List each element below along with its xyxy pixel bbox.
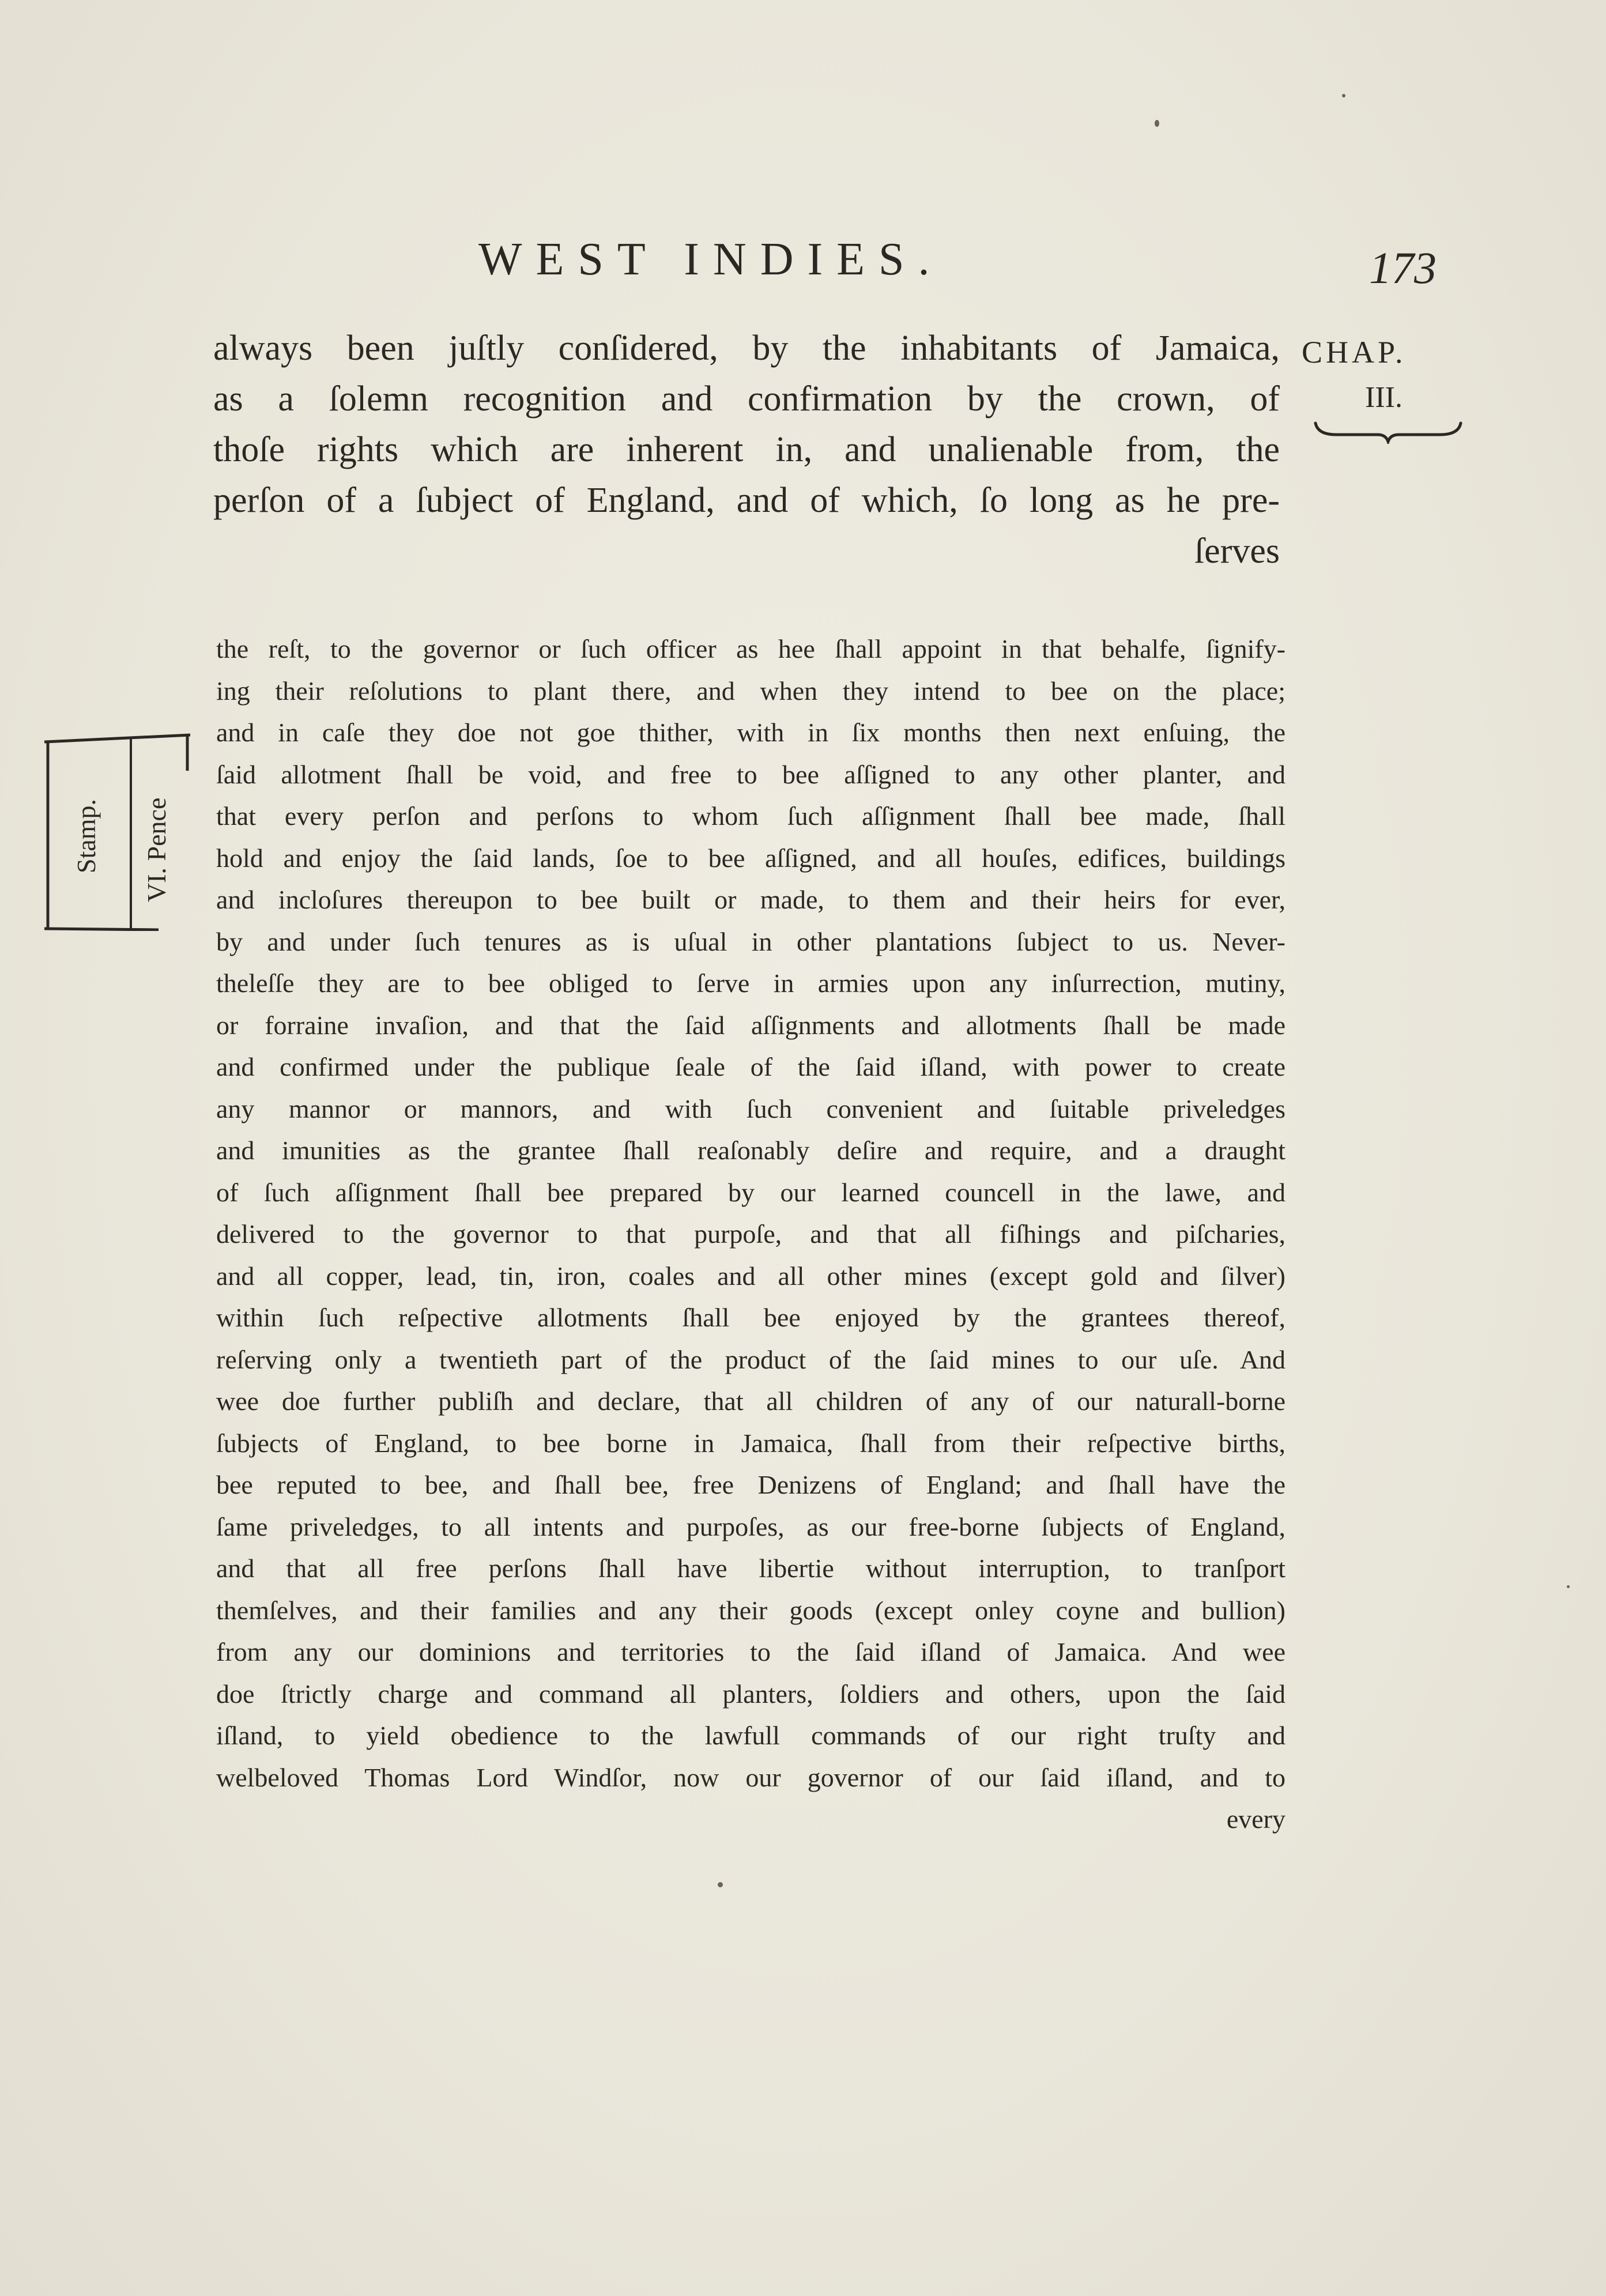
main-text [213,323,1280,576]
charter-line: reſerving only a twentieth part of the product of the ſaid mines to our uſe. And [216,1344,1285,1374]
charter-line: within ſuch reſpective allotments ſhall bee enjoyed by the grantees thereof, [216,1303,1285,1332]
main-text-catchword: ſerves [1194,531,1280,571]
charter-line: from any our dominions and territories to the ſaid iſland of Jamaica. And wee [216,1637,1285,1667]
charter-line: of ſuch aſſignment ſhall bee prepared by our learned councell in the lawe, and [216,1177,1285,1207]
charter-line: by and under ſuch tenures as is uſual in other plantations ſubject to us. Never- [216,926,1285,956]
charter-line: ſame priveledges, to all intents and purpoſes, as our free-borne ſubjects of England, [216,1511,1285,1541]
chapter-number: III. [1365,381,1403,414]
main-text-line: as a ſolemn recognition and confirmation by the crown, of [213,379,1280,419]
charter-line: or forraine invaſion, and that the ſaid aſſignments and allotments ſhall be made [216,1010,1285,1040]
paper-speck [718,1882,723,1887]
charter-line: doe ſtrictly charge and command all planters, ſoldiers and others, upon the ſaid [216,1679,1285,1709]
paper-speck [1155,120,1159,127]
charter-text [216,628,1285,1841]
chapter-brace [1313,421,1463,444]
charter-line: and incloſures thereupon to bee built or made, to them and their heirs for ever, [216,885,1285,914]
stamp-value: VI. Pence [142,797,171,902]
charter-line: and confirmed under the publique ſeale of the ſaid iſland, with power to create [216,1052,1285,1081]
charter-line: that every perſon and perſons to whom ſuch aſſignment ſhall bee made, ſhall [216,801,1285,831]
charter-line: wee doe further publiſh and declare, that all children of any of our naturall-borne [216,1386,1285,1416]
paper-speck [1567,1585,1570,1588]
running-title: WEST INDIES. [478,234,944,285]
charter-catchword: every [1226,1804,1285,1834]
charter-line: delivered to the governor to that purpoſe, and that all fiſhings and piſcharies, [216,1219,1285,1249]
paper-speck [1342,94,1345,97]
main-text-line: thoſe rights which are inherent in, and unalienable from, the [213,430,1280,469]
charter-line: and imunities as the grantee ſhall reaſonably deſire and require, and a draught [216,1136,1285,1165]
charter-line: bee reputed to bee, and ſhall bee, free Denizens of England; and ſhall have the [216,1470,1285,1499]
charter-line: hold and enjoy the ſaid lands, ſoe to bee aſſigned, and all houſes, edifices, buildings [216,843,1285,873]
charter-line: ſubjects of England, to bee borne in Jamaica, ſhall from their reſpective births, [216,1428,1285,1458]
charter-line: ſaid allotment ſhall be void, and free to bee aſſigned to any other planter, and [216,759,1285,789]
charter-line: any mannor or mannors, and with ſuch convenient and ſuitable priveledges [216,1094,1285,1124]
page-number: 173 [1369,243,1437,293]
charter-line: and that all free perſons ſhall have libertie without interruption, to tranſport [216,1554,1285,1583]
charter-line: and in caſe they doe not goe thither, with in ſix months then next enſuing, the [216,718,1285,747]
main-text-line: perſon of a ſubject of England, and of which, ſo long as he pre- [213,481,1280,520]
charter-line: and all copper, lead, tin, iron, coales and all other mines (except gold and ſilver) [216,1261,1285,1291]
charter-line: iſland, to yield obedience to the lawfull commands of our right truſty and [216,1721,1285,1750]
main-text-line: always been juſtly conſidered, by the inhabitants of Jamaica, [213,329,1280,368]
charter-line: theleſſe they are to bee obliged to ſerve in armies upon any inſurrection, mutiny, [216,968,1285,998]
charter-line: themſelves, and their families and any their goods (except onley coyne and bullion) [216,1595,1285,1625]
charter-line: welbeloved Thomas Lord Windſor, now our governor of our ſaid iſland, and to [216,1762,1285,1792]
charter-line: ing their reſolutions to plant there, and when they intend to bee on the place; [216,676,1285,706]
charter-line: the reſt, to the governor or ſuch officer as hee ſhall appoint in that behalfe, ſignify- [216,634,1285,663]
chapter-label: CHAP. [1302,335,1407,370]
stamp-box [43,729,190,931]
stamp-word: Stamp. [71,798,101,873]
